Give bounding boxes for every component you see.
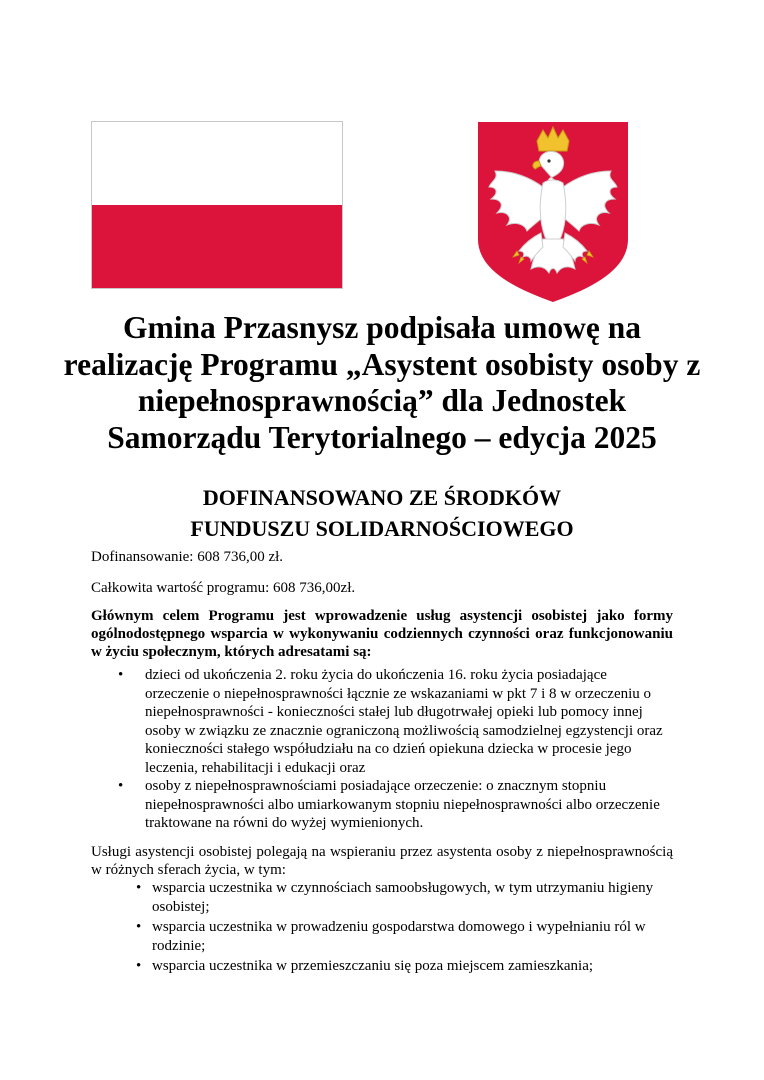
funding-source-heading [60,482,704,544]
list-item: • wsparcia uczestnika w czynnościach samoobsługowych, w tym utrzymaniu higieny osobistej; [91,879,673,916]
addressees-list [91,666,673,833]
funding-amount: Dofinansowanie: 608 736,00 zł. [91,549,284,565]
subtitle-line-1: DOFINANSOWANO ZE ŚRODKÓW [202,485,562,510]
list-item: • wsparcia uczestnika w prowadzeniu gospodarstwa domowego i wypełnianiu ról w rodzinie; [91,918,673,955]
services-intro: Usługi asystencji osobistej polegają na wspieraniu przez asystenta osoby z niepełnosprawnością w różnych sferach życia, w tym: [91,844,673,878]
subtitle-line-2: FUNDUSZU SOLIDARNOŚCIOWEGO [190,516,574,541]
polish-eagle-emblem [477,121,629,303]
flag-white-stripe [92,122,342,205]
list-item: • osoby z niepełnosprawnościami posiadające orzeczenie: o znacznym stopniu niepełnosprawności albo umiarkowanym stopniu niepełnosprawności albo orzeczenie traktowane na równi do wyżej wymienionych. [91,777,673,833]
page-title: Gmina Przasnysz podpisała umowę na realizację Programu „Asystent osobisty osoby z niepełnosprawnością” dla Jednostek Samorządu Terytorialnego – edycja 2025 [63,310,701,455]
list-item: • wsparcia uczestnika w przemieszczaniu się poza miejscem zamieszkania; [91,957,673,976]
polish-flag [91,121,343,289]
total-value: Całkowita wartość programu: 608 736,00zł. [91,580,356,596]
flag-red-stripe [92,205,342,288]
list-item: • dzieci od ukończenia 2. roku życia do ukończenia 16. roku życia posiadające orzeczenie o niepełnosprawności łącznie ze wskazaniami w pkt 7 i 8 w orzeczeniu o niepełnosprawności - konieczności stałej lub długotrwałej opieki lub pomocy innej osoby w związku ze znacznie ograniczoną możliwością samodzielnej egzystencji oraz konieczności stałego współudziału na co dzień opiekuna dziecka w procesie jego leczenia, rehabilitacji i edukacji oraz [91,666,673,777]
program-goal: Głównym celem Programu jest wprowadzenie usług asystencji osobistej jako formy ogólnodostępnego wsparcia w wykonywaniu codziennych czynności oraz funkcjonowaniu w życiu społecznym, których adresatami są: [91,608,673,660]
services-list [91,879,673,978]
